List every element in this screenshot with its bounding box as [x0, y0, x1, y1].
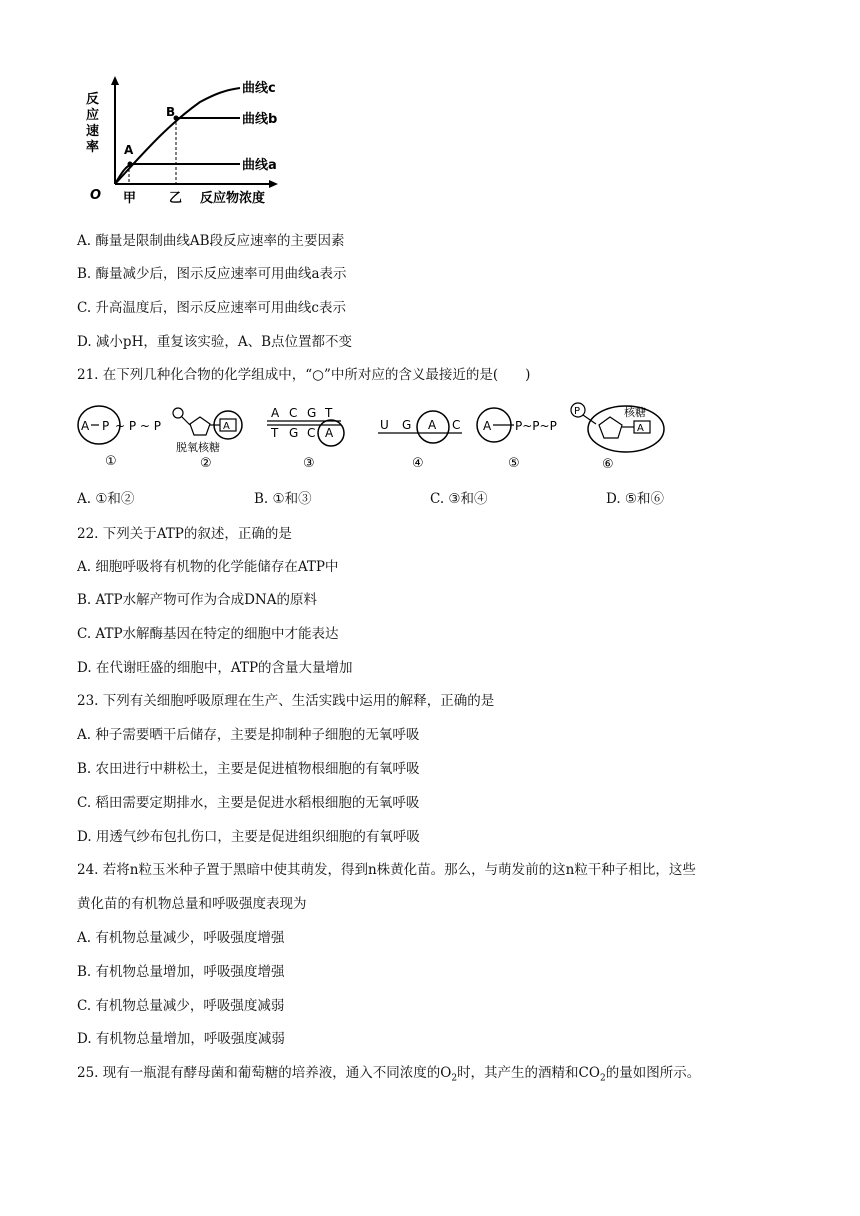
fig3-top: C [289, 406, 298, 420]
q25-subscript-1: 2 [451, 1073, 458, 1084]
fig5-number: ⑤ [508, 456, 520, 471]
y-label-char: 率 [86, 140, 100, 155]
fig2-a: A [223, 421, 230, 432]
q22-option-a: A. 细胞呼吸将有机物的化学能储存在ATP中 [77, 559, 339, 575]
q20-option-a: A. 酶量是限制曲线AB段反应速率的主要因素 [77, 233, 345, 249]
fig1-tail: ~ P ~ P [115, 419, 162, 433]
q24-option-d: D. 有机物总量增加，呼吸强度减弱 [77, 1031, 285, 1047]
q24-stem-line-1: 24. 若将n粒玉米种子置于黑暗中使其萌发，得到n株黄化苗。那么，与萌发前的这n粒干种子相比，这些 [77, 862, 696, 878]
fig6-number: ⑥ [602, 457, 614, 472]
fig4-number: ④ [412, 456, 424, 471]
q24-option-b: B. 有机物总量增加，呼吸强度增强 [77, 964, 285, 980]
fig3-top: A [271, 406, 280, 420]
y-label-char: 速 [86, 124, 100, 139]
q25-stem-part-2: 时，其产生的酒精和CO [457, 1065, 600, 1081]
q23-option-c: C. 稻田需要定期排水，主要是促进水稻根细胞的无氧呼吸 [77, 795, 420, 811]
q21-figure-4 [376, 403, 466, 473]
fig6-ribose-icon [599, 417, 622, 438]
fig3-number: ③ [303, 456, 315, 471]
q20-option-d: D. 减小pH，重复该实验，A、B点位置都不变 [77, 334, 353, 350]
y-label-char: 反 [86, 92, 100, 107]
curve-c-label: 曲线c [242, 81, 276, 96]
fig2-label: 脱氧核糖 [176, 441, 220, 454]
x-tick-jia: 甲 [123, 191, 137, 206]
origin-label: O [90, 188, 102, 203]
fig4-letter: U [380, 418, 389, 432]
q20-option-b: B. 酶量减少后，图示反应速率可用曲线a表示 [77, 266, 347, 282]
q21-figure-2 [168, 403, 258, 473]
y-label-char: 应 [86, 108, 100, 123]
q22-stem: 22. 下列关于ATP的叙述，正确的是 [77, 526, 292, 542]
x-axis-arrow [269, 180, 278, 188]
q23-option-a: A. 种子需要晒干后储存，主要是抑制种子细胞的无氧呼吸 [77, 727, 420, 743]
q25-stem [77, 1064, 700, 1088]
point-a-dot [128, 162, 133, 167]
point-a-label: A [124, 143, 134, 157]
q25-stem-part-3: 的量如图所示。 [605, 1065, 701, 1081]
fig1-a: A [81, 419, 90, 433]
x-axis-label: 反应物浓度 [200, 191, 266, 206]
q22-option-b: B. ATP水解产物可作为合成DNA的原料 [77, 592, 317, 608]
q23-stem: 23. 下列有关细胞呼吸原理在生产、生活实践中运用的解释，正确的是 [77, 693, 495, 709]
x-tick-yi: 乙 [169, 191, 183, 206]
y-axis-arrow [111, 76, 119, 85]
q22-option-c: C. ATP水解酶基因在特定的细胞中才能表达 [77, 626, 339, 642]
q21-figure-5 [474, 403, 569, 473]
q25-stem-part-1: 25. 现有一瓶混有酵母菌和葡萄糖的培养液，通入不同浓度的O [77, 1065, 452, 1081]
q21-option-d: D. ⑤和⑥ [606, 491, 665, 507]
fig1-number: ① [105, 454, 117, 469]
fig3-bottom: C [307, 426, 316, 440]
curve-a-label: 曲线a [242, 158, 277, 173]
q24-option-a: A. 有机物总量减少，呼吸强度增强 [77, 930, 285, 946]
curve-b-label: 曲线b [242, 112, 278, 127]
curve-a-line [115, 164, 240, 184]
fig2-bond-1 [182, 417, 190, 425]
q21-figure-3 [263, 403, 363, 473]
fig1-p: P [102, 419, 110, 433]
fig2-pentose-icon [190, 417, 210, 435]
fig3-bottom: A [325, 426, 334, 440]
fig6-a: A [637, 423, 644, 434]
q21-option-a: A. ①和② [77, 491, 135, 507]
q22-option-d: D. 在代谢旺盛的细胞中，ATP的含量大量增加 [77, 660, 353, 676]
curve-c-line [115, 88, 240, 184]
q21-stem: 21. 在下列几种化合物的化学组成中，“○”中所对应的含义最接近的是( ) [77, 367, 531, 383]
fig4-letter: C [452, 418, 461, 432]
point-b-label: B [166, 105, 176, 119]
fig3-top: G [307, 406, 317, 420]
q21-figure-1 [77, 403, 167, 473]
fig6-sugar-label: 核糖 [624, 406, 646, 419]
fig2-phosphate-icon [173, 408, 183, 418]
reaction-rate-graph [80, 72, 290, 212]
fig4-letter: A [428, 418, 437, 432]
q20-option-c: C. 升高温度后，图示反应速率可用曲线c表示 [77, 300, 346, 316]
q24-stem-line-2: 黄化苗的有机物总量和呼吸强度表现为 [77, 896, 307, 912]
q21-option-b: B. ①和③ [254, 491, 312, 507]
q21-option-c: C. ③和④ [430, 491, 488, 507]
fig3-bottom: T [271, 426, 279, 440]
fig6-p: P [574, 406, 581, 417]
fig3-top: T [325, 406, 333, 420]
q25-subscript-2: 2 [599, 1073, 606, 1084]
fig4-letter: G [402, 418, 412, 432]
fig3-bottom: G [289, 426, 299, 440]
q21-figure-6 [568, 400, 668, 473]
fig2-number: ② [200, 456, 212, 471]
q24-option-c: C. 有机物总量减少，呼吸强度减弱 [77, 998, 285, 1014]
q23-option-d: D. 用透气纱布包扎伤口，主要是促进组织细胞的有氧呼吸 [77, 829, 420, 845]
fig5-a: A [483, 419, 492, 433]
fig5-tail: P~P~P [515, 419, 557, 433]
q23-option-b: B. 农田进行中耕松土，主要是促进植物根细胞的有氧呼吸 [77, 761, 420, 777]
